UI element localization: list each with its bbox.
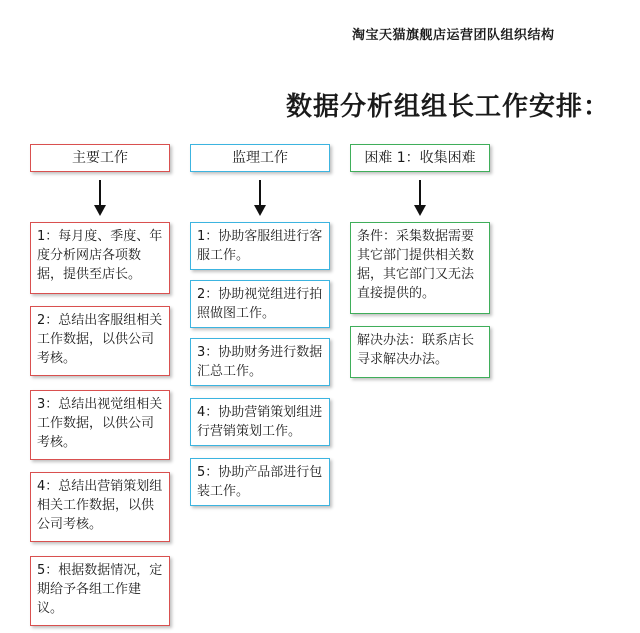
main-work-item-2: 2：总结出客服组相关工作数据，以供公司考核。 xyxy=(30,306,170,376)
supervision-item-4: 4：协助营销策划组进行营销策划工作。 xyxy=(190,398,330,446)
main-work-header-label: 主要工作 xyxy=(72,149,128,166)
difficulty-header xyxy=(350,144,490,172)
difficulty-header-label: 困难 1：收集困难 xyxy=(364,149,476,166)
supervision-header xyxy=(190,144,330,172)
difficulty-arrow xyxy=(414,180,426,216)
chart-top-title: 淘宝天猫旗舰店运营团队组织结构 xyxy=(352,28,555,43)
supervision-item-3: 3：协助财务进行数据汇总工作。 xyxy=(190,338,330,386)
supervision-arrow xyxy=(254,180,266,216)
main-work-item-4: 4：总结出营销策划组相关工作数据，以供公司考核。 xyxy=(30,472,170,542)
main-work-arrow xyxy=(94,180,106,216)
difficulty-solution: 解决办法：联系店长寻求解决办法。 xyxy=(350,326,490,378)
main-work-item-5: 5：根据数据情况，定期给予各组工作建议。 xyxy=(30,556,170,626)
supervision-item-5: 5：协助产品部进行包装工作。 xyxy=(190,458,330,506)
main-work-item-3: 3：总结出视觉组相关工作数据，以供公司考核。 xyxy=(30,390,170,460)
supervision-item-2: 2：协助视觉组进行拍照做图工作。 xyxy=(190,280,330,328)
supervision-header-label: 监理工作 xyxy=(232,149,288,166)
main-work-header xyxy=(30,144,170,172)
difficulty-condition: 条件：采集数据需要其它部门提供相关数据，其它部门又无法直接提供的。 xyxy=(350,222,490,314)
page-title: 数据分析组组长工作安排： xyxy=(286,92,611,122)
main-work-item-1: 1：每月度、季度、年度分析网店各项数据，提供至店长。 xyxy=(30,222,170,294)
supervision-item-1: 1：协助客服组进行客服工作。 xyxy=(190,222,330,270)
